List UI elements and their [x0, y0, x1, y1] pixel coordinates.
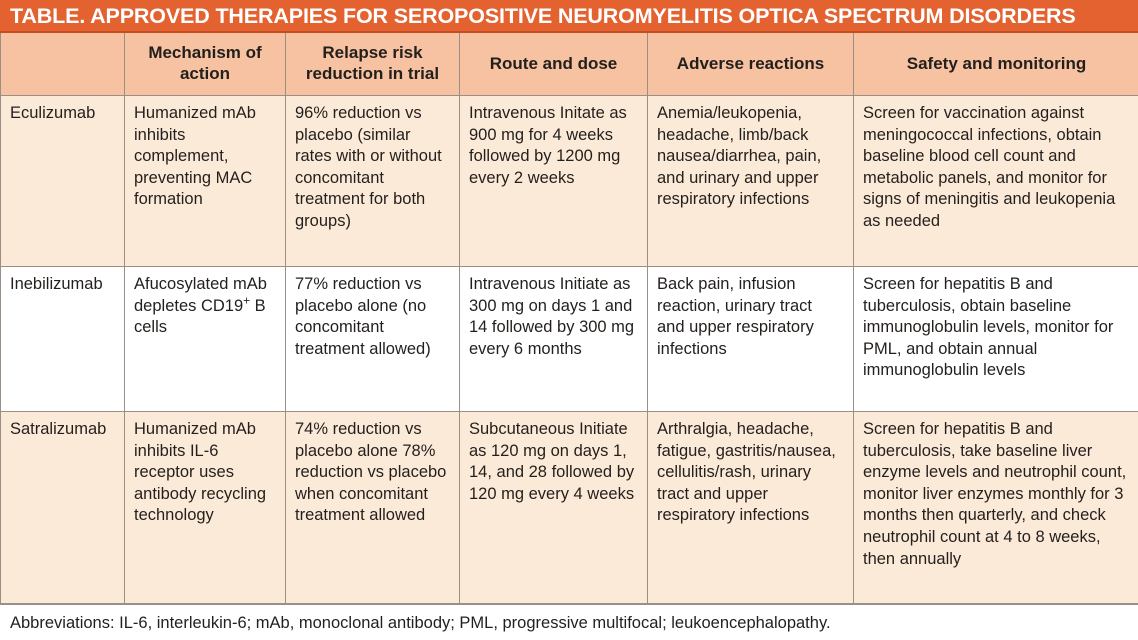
mechanism-text-pre: Afucosylated mAb depletes CD19: [134, 275, 267, 315]
mechanism-text-post: B cells: [134, 296, 266, 337]
cell-relapse-risk: 96% reduction vs placebo (similar rates with or without concomitant treatment for both groups): [286, 96, 460, 267]
cell-drug-name: Inebilizumab: [1, 267, 125, 412]
column-header-mechanism: Mechanism of action: [125, 33, 286, 96]
cell-route-dose: Intravenous Initate as 900 mg for 4 weeks followed by 1200 mg every 2 weeks: [460, 96, 648, 267]
cell-drug-name: Eculizumab: [1, 96, 125, 267]
column-header-drug: [1, 33, 125, 96]
cell-adverse-reactions: Anemia/leukopenia, headache, limb/back nausea/diarrhea, pain, and urinary and upper respiratory infections: [648, 96, 854, 267]
cell-safety-monitoring: Screen for vaccination against meningococcal infections, obtain baseline blood cell count and metabolic panels, and monitor for signs of meningitis and leukopenia as needed: [854, 96, 1138, 267]
cell-mechanism: Humanized mAb inhibits IL-6 receptor uses antibody recycling technology: [125, 412, 286, 604]
cell-drug-name: Satralizumab: [1, 412, 125, 604]
table-row: [0, 96, 1138, 267]
cell-adverse-reactions: Arthralgia, headache, fatigue, gastritis/nausea, cellulitis/rash, urinary tract and upper respiratory infections: [648, 412, 854, 604]
cell-route-dose: Subcutaneous Initiate as 120 mg on days 1, 14, and 28 followed by 120 mg every 4 weeks: [460, 412, 648, 604]
column-header-relapse-risk: Relapse risk reduction in trial: [286, 33, 460, 96]
table-row: [0, 412, 1138, 604]
table-footnote-abbreviations: Abbreviations: IL-6, interleukin-6; mAb, monoclonal antibody; PML, progressive multifocal; leukoencephalopathy.: [0, 604, 1138, 640]
cell-safety-monitoring: Screen for hepatitis B and tuberculosis, take baseline liver enzyme levels and neutrophil count, monitor liver enzymes monthly for 3 months then quarterly, and check neutrophil count at 4 to 8 weeks, then annually: [854, 412, 1138, 604]
superscript-plus: +: [243, 293, 251, 308]
table-title: TABLE. APPROVED THERAPIES FOR SEROPOSITIVE NEUROMYELITIS OPTICA SPECTRUM DISORDERS: [0, 0, 1138, 33]
cell-safety-monitoring: Screen for hepatitis B and tuberculosis, obtain baseline immunoglobulin levels, monitor for PML, and obtain annual immunoglobulin levels: [854, 267, 1138, 412]
cell-relapse-risk: 77% reduction vs placebo alone (no concomitant treatment allowed): [286, 267, 460, 412]
cell-adverse-reactions: Back pain, infusion reaction, urinary tract and upper respiratory infections: [648, 267, 854, 412]
cell-mechanism: Humanized mAb inhibits complement, preventing MAC formation: [125, 96, 286, 267]
cell-mechanism: [125, 267, 286, 412]
cell-relapse-risk: 74% reduction vs placebo alone 78% reduction vs placebo when concomitant treatment allowed: [286, 412, 460, 604]
table-body: [0, 96, 1138, 604]
table-header-row: [0, 33, 1138, 96]
table-row: [0, 267, 1138, 412]
column-header-route-dose: Route and dose: [460, 33, 648, 96]
cell-route-dose: Intravenous Initiate as 300 mg on days 1 and 14 followed by 300 mg every 6 months: [460, 267, 648, 412]
column-header-safety-monitoring: Safety and monitoring: [854, 33, 1138, 96]
column-header-adverse-reactions: Adverse reactions: [648, 33, 854, 96]
